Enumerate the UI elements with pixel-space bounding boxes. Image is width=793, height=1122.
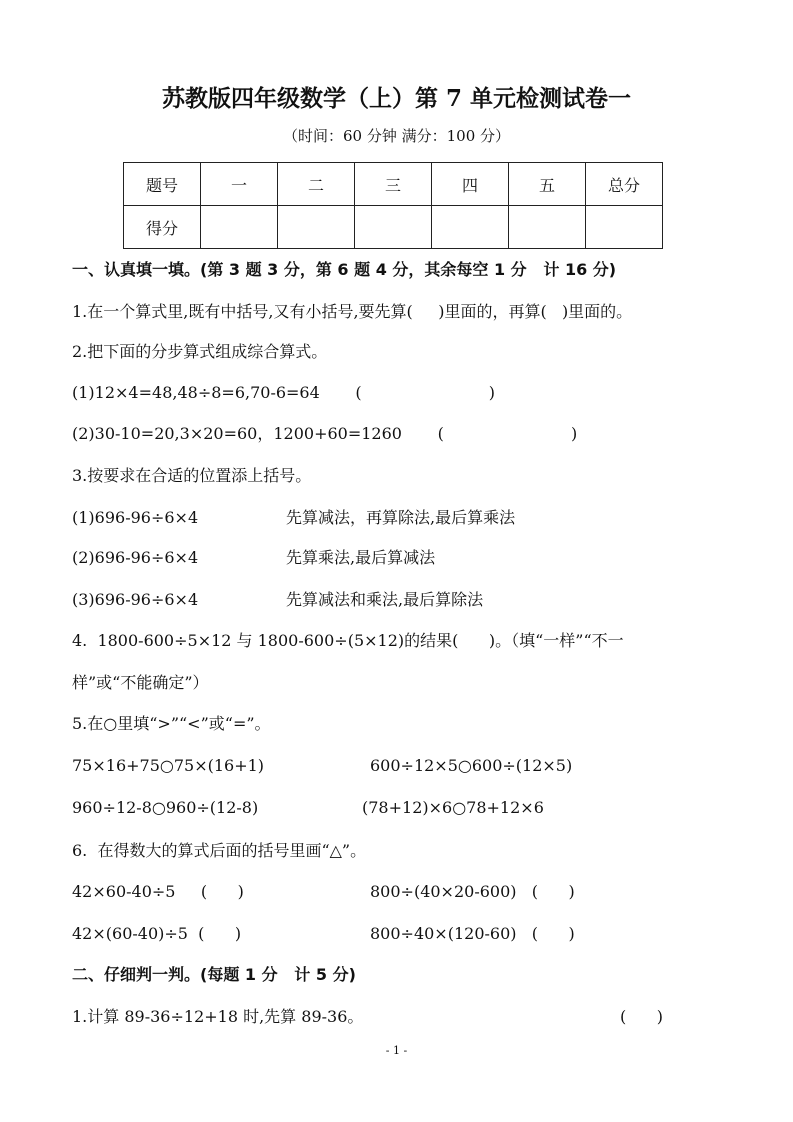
header-cell: 题号 bbox=[124, 163, 201, 206]
question: 3.按要求在合适的位置添上括号。 bbox=[72, 466, 312, 485]
score-cell bbox=[432, 206, 509, 249]
expression: (2)696-96÷6×4 bbox=[72, 548, 199, 567]
question: 4. 1800-600÷5×12 与 1800-600÷(5×12)的结果( )。（填“一样”“不一 bbox=[72, 631, 624, 650]
question: (1)12×4=48,48÷8=6,70-6=64 ( ) bbox=[72, 383, 496, 402]
question: 1.计算 89-36÷12+18 时,先算 89-36。 bbox=[72, 1007, 364, 1026]
expression: 42×(60-40)÷5 ( ) bbox=[72, 924, 242, 943]
question: 样”或“不能确定”） bbox=[72, 673, 209, 692]
question: 5.在○里填“>”“<”或“=”。 bbox=[72, 714, 271, 733]
section2-heading: 二、仔细判一判。(每题 1 分 计 5 分) bbox=[72, 965, 356, 984]
expression: 800÷(40×20-600) ( ) bbox=[370, 882, 575, 901]
header-cell: 三 bbox=[355, 163, 432, 206]
question: 2.把下面的分步算式组成综合算式。 bbox=[72, 342, 328, 361]
score-table bbox=[123, 162, 663, 249]
header-cell: 五 bbox=[509, 163, 586, 206]
score-cell bbox=[355, 206, 432, 249]
score-cell bbox=[509, 206, 586, 249]
exam-info: （时间：60 分钟 满分：100 分） bbox=[282, 127, 511, 145]
question: (2)30-10=20,3×20=60，1200+60=1260 ( ) bbox=[72, 424, 578, 443]
score-cell bbox=[586, 206, 663, 249]
row-label: 得分 bbox=[124, 206, 201, 249]
question: 1.在一个算式里,既有中括号,又有小括号,要先算( )里面的，再算( )里面的。 bbox=[72, 302, 633, 321]
header-cell: 四 bbox=[432, 163, 509, 206]
requirement: 先算乘法,最后算减法 bbox=[286, 548, 436, 567]
header-cell: 一 bbox=[201, 163, 278, 206]
score-cell bbox=[201, 206, 278, 249]
section1-heading: 一、认真填一填。(第 3 题 3 分，第 6 题 4 分，其余每空 1 分 计 16 分) bbox=[72, 260, 617, 279]
expression: 800÷40×(120-60) ( ) bbox=[370, 924, 575, 943]
score-cell bbox=[278, 206, 355, 249]
question: 6. 在得数大的算式后面的括号里画“△”。 bbox=[72, 841, 367, 860]
comparison: 75×16+75○75×(16+1) bbox=[72, 756, 265, 775]
header-cell: 总分 bbox=[586, 163, 663, 206]
expression: (1)696-96÷6×4 bbox=[72, 508, 199, 527]
expression: (3)696-96÷6×4 bbox=[72, 590, 199, 609]
page-number: - 1 - bbox=[385, 1044, 408, 1057]
header-cell: 二 bbox=[278, 163, 355, 206]
expression: 42×60-40÷5 ( ) bbox=[72, 882, 244, 901]
comparison: 600÷12×5○600÷(12×5) bbox=[370, 756, 573, 775]
comparison: 960÷12-8○960÷(12-8) bbox=[72, 798, 259, 817]
comparison: (78+12)×6○78+12×6 bbox=[362, 798, 544, 817]
page-title: 苏教版四年级数学（上）第 7 单元检测试卷一 bbox=[161, 85, 632, 112]
requirement: 先算减法和乘法,最后算除法 bbox=[286, 590, 484, 609]
requirement: 先算减法，再算除法,最后算乘法 bbox=[286, 508, 516, 527]
answer-blank: ( ) bbox=[620, 1007, 663, 1026]
